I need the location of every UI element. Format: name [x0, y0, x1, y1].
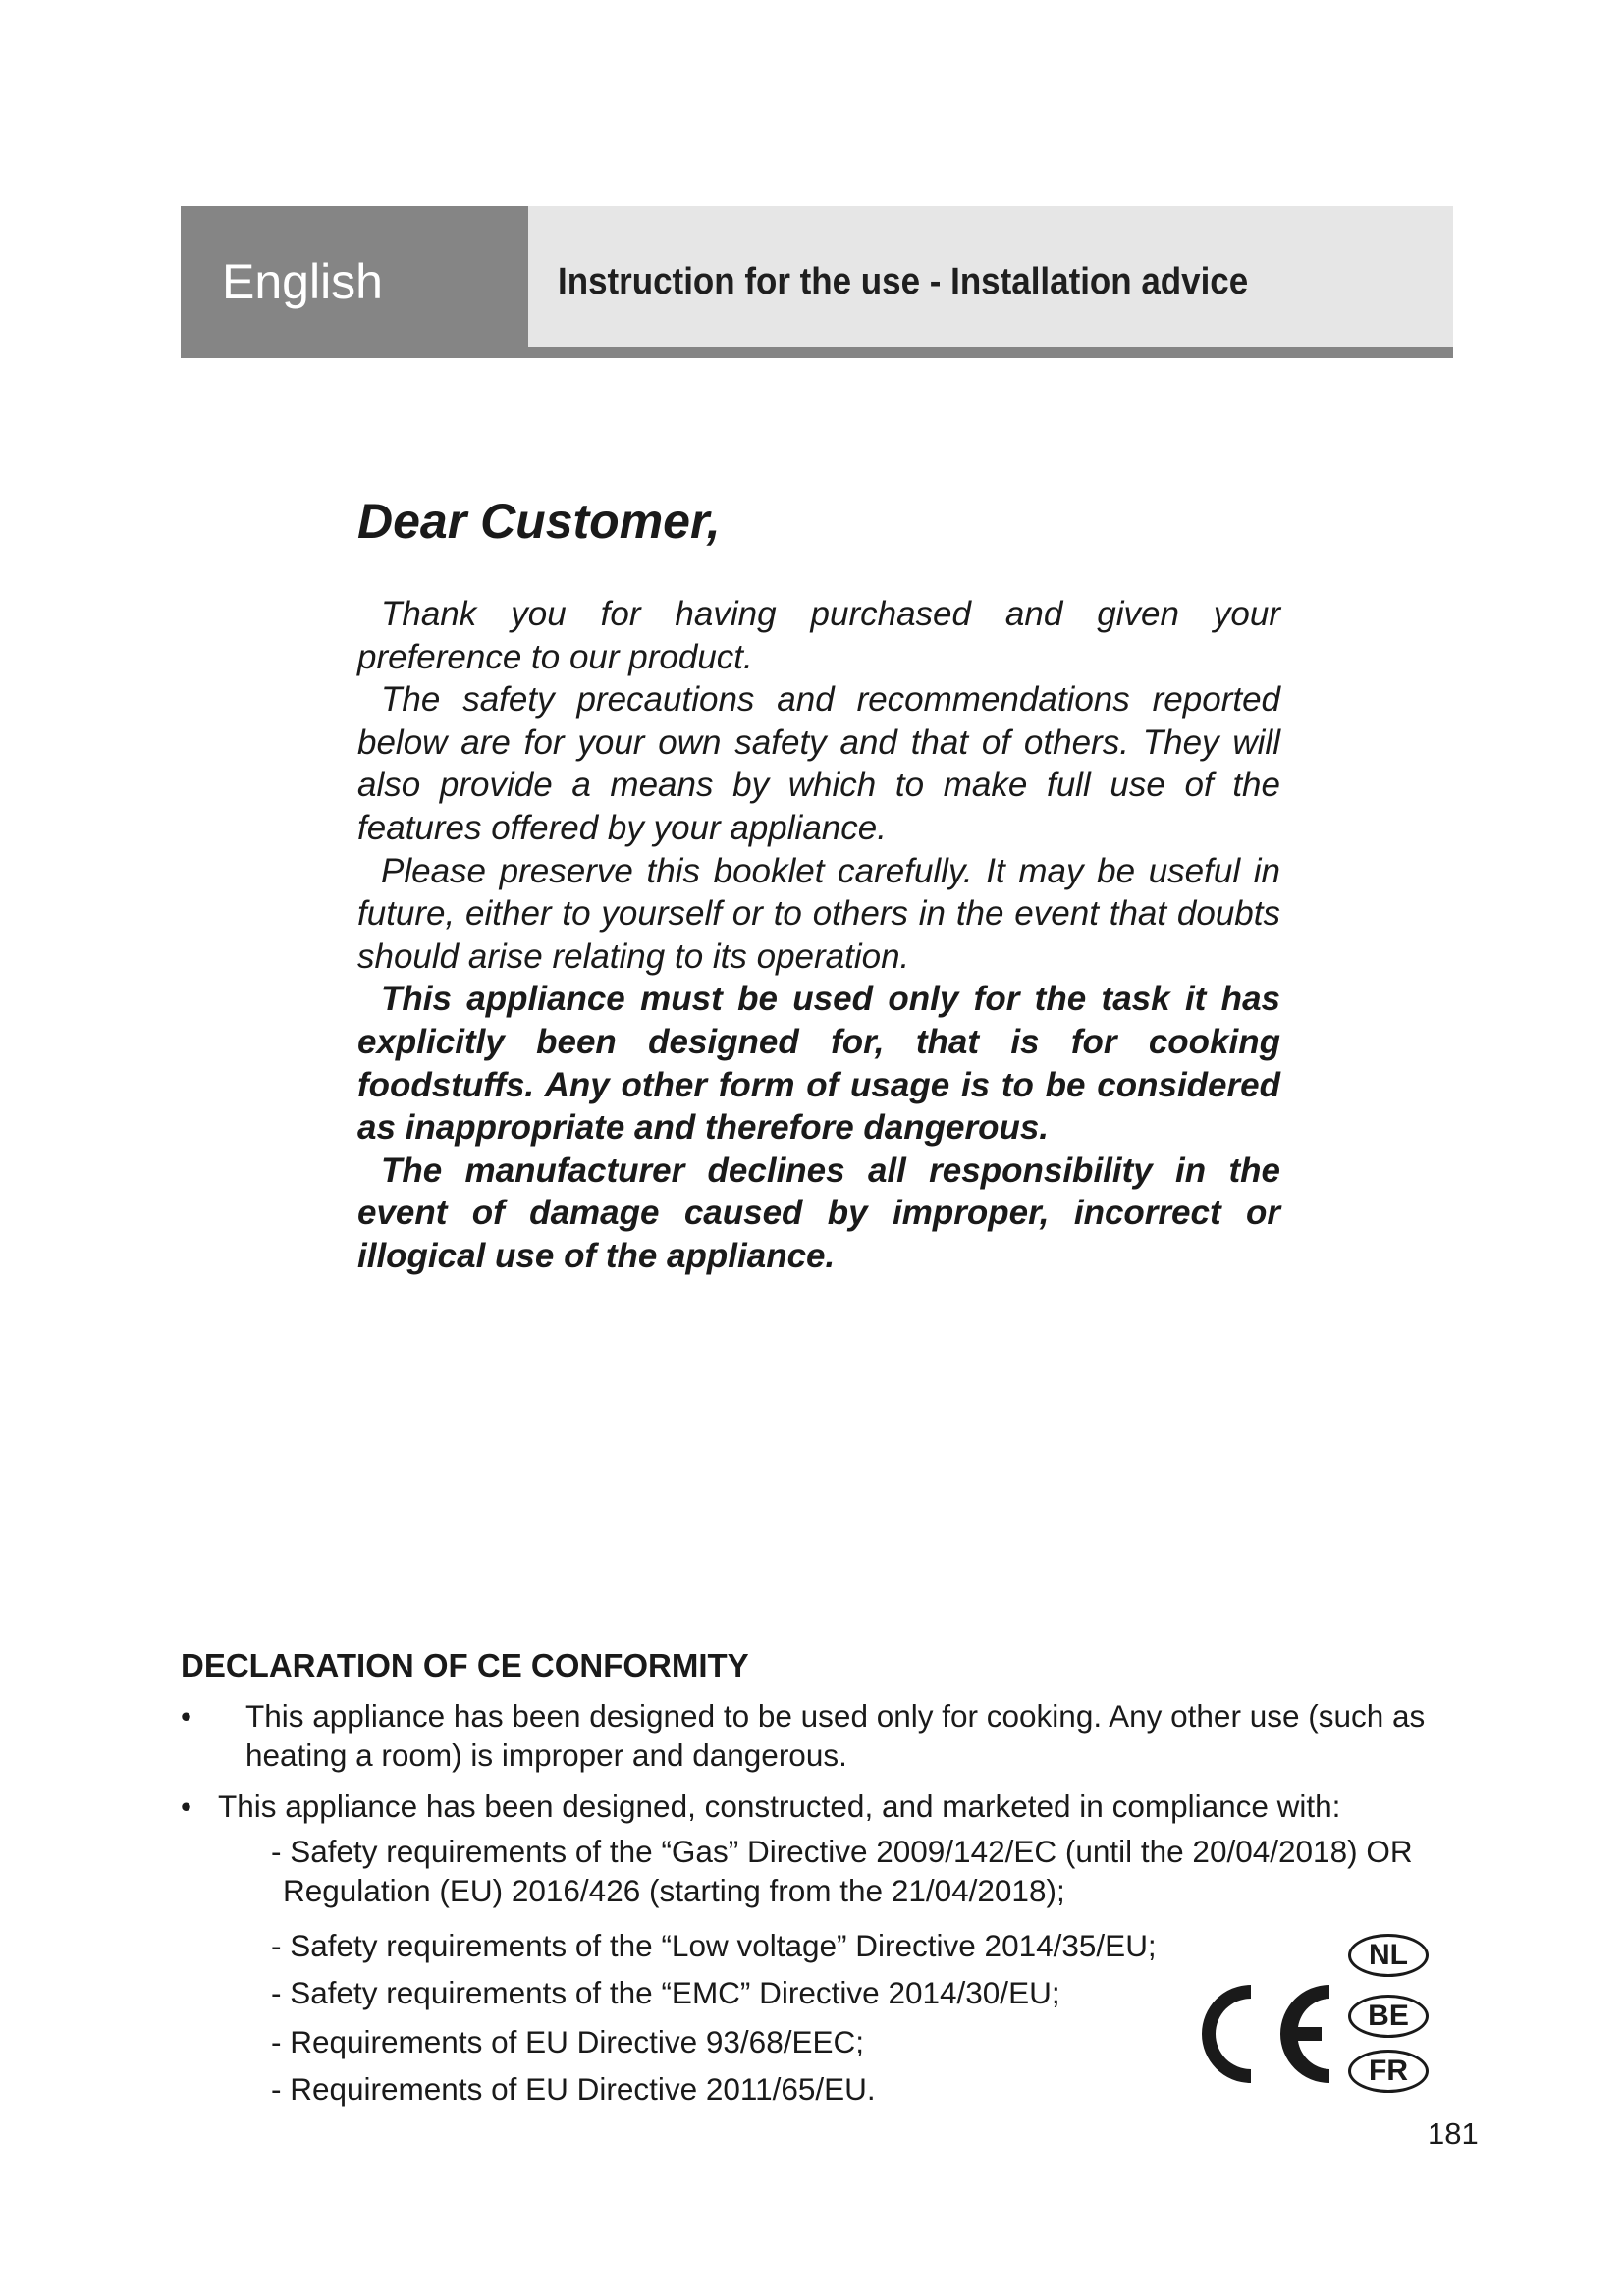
country-badge-be: BE: [1348, 1995, 1429, 2038]
intended-use-warning: This appliance must be used only for the task it has explicitly been designed for, that is for cooking foodstuffs. Any other form of usage is to be considered as inappropriate and therefore dangerous.: [357, 980, 1280, 1148]
intro-paragraph: The safety precautions and recommendations reported below are for your own safety and that of others. They will also provide a means by which to make full use of the features offered by your appliance.: [357, 680, 1280, 847]
language-label: English: [222, 254, 383, 309]
manufacturer-disclaimer: The manufacturer declines all responsibility in the event of damage caused by improper, incorrect or illogical use of the appliance.: [357, 1150, 1280, 1275]
bullet-dot: •: [181, 1698, 192, 1734]
greeting-heading: Dear Customer,: [357, 494, 721, 549]
bullet-dot: •: [181, 1789, 192, 1824]
country-badge-nl: NL: [1348, 1934, 1429, 1977]
requirement-item: - Requirements of EU Directive 2011/65/EU.: [271, 2071, 876, 2107]
country-badge-fr: FR: [1348, 2050, 1429, 2093]
declaration-bullet: [181, 1787, 1467, 1826]
requirement-item: - Safety requirements of the “Low voltage” Directive 2014/35/EU;: [271, 1928, 1157, 1963]
language-tab: [181, 206, 528, 358]
ce-logo-icon: [1194, 1975, 1341, 2093]
intro-text: [357, 593, 1280, 1278]
requirement-text: - Safety requirements of the “Gas” Directive 2009/142/EC (until the 20/04/2018) OR: [271, 1834, 1413, 1869]
requirement-item: - Requirements of EU Directive 93/68/EEC;: [271, 2024, 864, 2059]
section-title-box: [528, 206, 1453, 347]
bullet-text: This appliance has been designed, constructed, and marketed in compliance with:: [218, 1789, 1341, 1824]
requirement-item: - Safety requirements of the “EMC” Directive 2014/30/EU;: [271, 1975, 1060, 2010]
intro-paragraph: Thank you for having purchased and given your preference to our product.: [357, 595, 1280, 676]
page-number: 181: [1428, 2116, 1479, 2151]
bullet-text: This appliance has been designed to be used only for cooking. Any other use (such as heating a room) is improper and dangerous.: [245, 1698, 1426, 1773]
section-title: Instruction for the use - Installation advice: [558, 261, 1249, 302]
ce-mark: [1194, 1924, 1449, 2110]
page-header: [181, 206, 1453, 358]
requirement-text-continued: Regulation (EU) 2016/426 (starting from the 21/04/2018);: [283, 1873, 1065, 1908]
declaration-heading: DECLARATION OF CE CONFORMITY: [181, 1647, 749, 1683]
header-underline-bar: [528, 347, 1453, 358]
intro-paragraph: Please preserve this booklet carefully. It may be useful in future, either to yourself or to others in the event that doubts should arise relating to its operation.: [357, 851, 1280, 976]
requirement-item: [271, 1832, 1469, 1910]
declaration-bullet: [181, 1696, 1467, 1775]
